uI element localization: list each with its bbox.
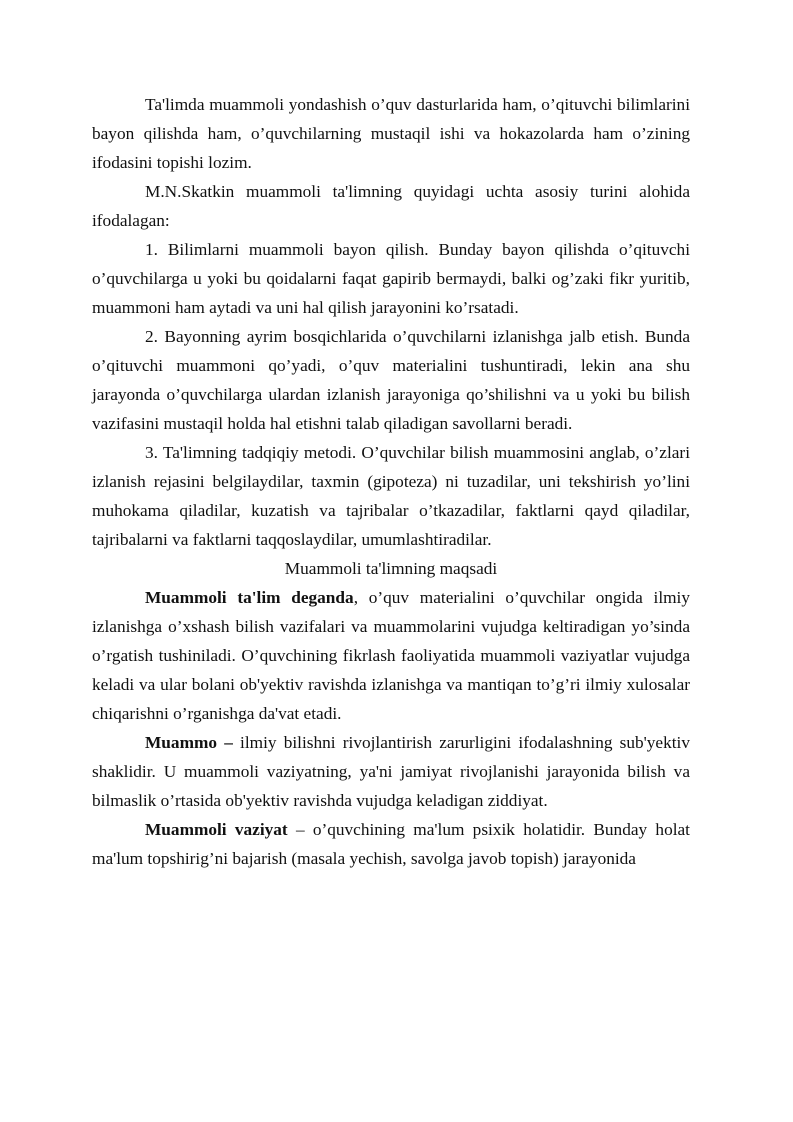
definition-muammoli-talim	[92, 583, 690, 728]
definition-muammo	[92, 728, 690, 815]
paragraph-type-3: 3. Ta'limning tadqiqiy metodi. O’quvchilar bilish muammosini anglab, o’zlari izlanish rejasini belgilaydilar, taxmin (gipoteza) ni tuzadilar, uni tekshirish yo’lini muhokama qiladilar, kuzatish va tajribalar o’tkazadilar, faktlarni qayd qiladilar, tajribalarni va faktlarni taqqoslaydilar, umumlashtiradilar.	[92, 443, 690, 549]
paragraph-skatkin: M.N.Skatkin muammoli ta'limning quyidagi uchta asosiy turini alohida ifodalagan:	[92, 182, 690, 230]
definition-text: – o’quvchining ma'lum psixik holatidir. Bunday holat ma'lum topshirig’ni bajarish (masala yechish, savolga javob topish) jarayonida	[92, 820, 690, 868]
paragraph-type-1: 1. Bilimlarni muammoli bayon qilish. Bunday bayon qilishda o’qituvchi o’quvchilarga u yoki bu qoidalarni faqat gapirib bermaydi, balki og’zaki fikr yuritib, muammoni ham aytadi va uni hal qilish jarayonini ko’rsatadi.	[92, 240, 690, 317]
definition-text: , o’quv materialini o’quvchilar ongida ilmiy izlanishga o’xshash bilish vazifalari va muammolarini vujudga keltiradigan yo’sinda o’rgatish tushiniladi. O’quvchining fikrlash faoliyatida muammoli vaziyatlar vujudga keladi va ular bolani ob'yektiv ravishda izlanishga va mantiqan to’g’ri ilmiy xulosalar chiqarishni o’rganishga da'vat etadi.	[92, 588, 690, 723]
definition-term: Muammo –	[145, 733, 233, 752]
definition-term: Muammoli ta'lim deganda	[145, 588, 354, 607]
definition-muammoli-vaziyat	[92, 815, 690, 873]
document-page	[92, 90, 690, 873]
paragraph-type-2: 2. Bayonning ayrim bosqichlarida o’quvchilarni izlanishga jalb etish. Bunda o’qituvchi muammoni qo’yadi, o’quv materialini tushuntiradi, lekin ana shu jarayonda o’quvchilarga ulardan izlanish jarayoniga qo’shilishni va u yoki bu bilish vazifasini mustaqil holda hal etishni talab qiladigan savollarni beradi.	[92, 327, 690, 433]
paragraph-intro: Ta'limda muammoli yondashish o’quv dasturlarida ham, o’qituvchi bilimlarini bayon qilishda ham, o’quvchilarning mustaqil ishi va hokazolarda ham o’zining ifodasini topishi lozim.	[92, 95, 690, 172]
definition-text: ilmiy bilishni rivojlantirish zarurligini ifodalashning sub'yektiv shaklidir. U muammoli vaziyatning, ya'ni jamiyat rivojlanishi jarayonida bilish va bilmaslik o’rtasida ob'yektiv ravishda vujudga keladigan ziddiyat.	[92, 733, 690, 810]
section-heading: Muammoli ta'limning maqsadi	[284, 559, 498, 578]
definition-term: Muammoli vaziyat	[145, 820, 288, 839]
